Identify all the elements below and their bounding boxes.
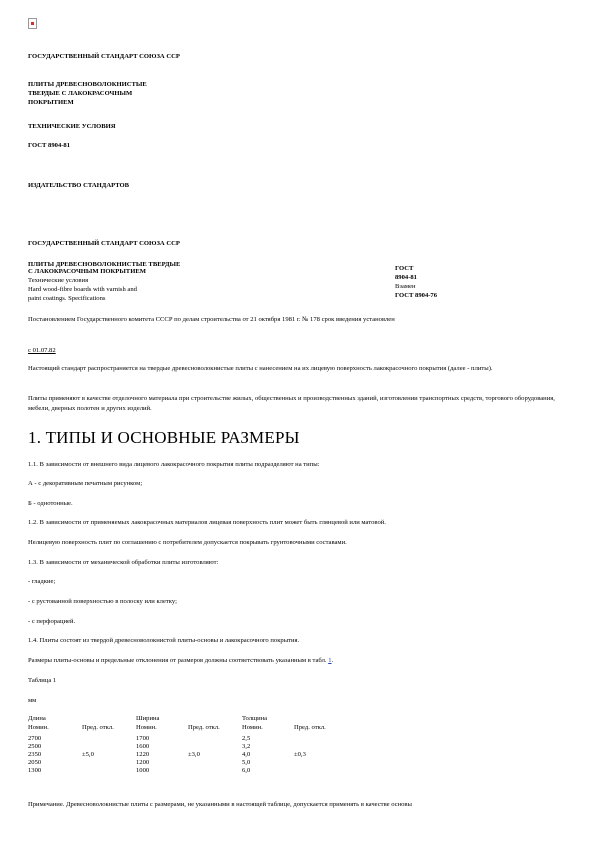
clause-1-2-b: Нелицевую поверхность плит по соглашению с потребителем допускается покрывать грунтовочными составами. xyxy=(28,539,347,546)
gost-number: 8904-81 xyxy=(395,274,417,281)
group-length: Длина xyxy=(28,715,46,722)
header-title-block xyxy=(28,260,278,303)
clause-1-2: 1.2. В зависимости от применяемых лакокрасочных материалов лицевая поверхность плит может быть глянцевой или матовой. xyxy=(28,519,386,526)
cover-publisher: ИЗДАТЕЛЬСТВО СТАНДАРТОВ xyxy=(28,182,130,189)
cell-thickness: 2,5 xyxy=(242,735,251,742)
subheader-tolerance: Пред. откл. xyxy=(294,724,326,731)
cover-org: ГОСУДАРСТВЕННЫЙ СТАНДАРТ СОЮЗА ССР xyxy=(28,53,180,60)
cell-thickness: 5,0 xyxy=(242,759,251,766)
machining-smooth: - гладкие; xyxy=(28,578,56,585)
clause-1-1: 1.1. В зависимости от внешнего вида лицевого лакокрасочного покрытия плиты подразделяют на типы: xyxy=(28,461,320,468)
clause-1-4-b-end: . xyxy=(331,657,334,664)
cover-subtitle: ТЕХНИЧЕСКИЕ УСЛОВИЯ xyxy=(28,123,116,130)
cell-length: 2500 xyxy=(28,743,42,750)
cell-thickness: 4,0 xyxy=(242,751,251,758)
header-title-line: ПЛИТЫ ДРЕВЕСНОВОЛОКНИСТЫЕ ТВЕРДЫЕ xyxy=(28,261,181,268)
machining-perforated: - с перфорацией. xyxy=(28,618,76,625)
cell-width: 1220 xyxy=(136,751,150,758)
cover-title-line: ПЛИТЫ ДРЕВЕСНОВОЛОКНИСТЫЕ xyxy=(28,81,147,88)
clause-1-4-b-text: Размеры плиты-основы и предельные отклонения от размеров должны соответствовать указанным в табл. xyxy=(28,657,329,664)
subheader-nominal: Номин. xyxy=(242,724,263,731)
broken-image-icon xyxy=(28,18,37,29)
table-row xyxy=(28,735,354,743)
table-units: мм xyxy=(28,697,37,704)
cell-thickness: 6,0 xyxy=(242,767,251,774)
subheader-tolerance: Пред. откл. xyxy=(82,724,114,731)
gost-block xyxy=(395,264,437,300)
type-a: А - с декоративным печатным рисунком; xyxy=(28,480,143,487)
cell-length: 2700 xyxy=(28,735,42,742)
sizes-table xyxy=(28,714,354,775)
table-row xyxy=(28,759,354,767)
header-title-line: С ЛАКОКРАСОЧНЫМ ПОКРЫТИЕМ xyxy=(28,268,146,275)
replace-label: Взамен xyxy=(395,283,416,290)
cell-length: 1300 xyxy=(28,767,42,774)
group-width: Ширина xyxy=(136,715,160,722)
cover-title-line: ТВЕРДЫЕ С ЛАКОКРАСОЧНЫМ xyxy=(28,90,133,97)
cover-code: ГОСТ 8904-81 xyxy=(28,142,71,149)
clause-1-4: 1.4. Плиты состоят из твердой древесноволокнистой плиты-основы и лакокрасочного покрытия. xyxy=(28,637,300,644)
cell-width: 1600 xyxy=(136,743,150,750)
cell-length: 2350 xyxy=(28,751,42,758)
cell-thickness-tolerance: ±0,3 xyxy=(294,751,306,758)
table-group-row xyxy=(28,714,354,723)
cell-width-tolerance: ±3,0 xyxy=(188,751,200,758)
clause-1-4-b xyxy=(28,656,563,665)
table-row xyxy=(28,743,354,751)
subheader-nominal: Номин. xyxy=(28,724,49,731)
subheader-tolerance: Пред. откл. xyxy=(188,724,220,731)
cell-width: 1700 xyxy=(136,735,150,742)
header-english-line: paint coatings. Specifications xyxy=(28,295,106,302)
intro-paragraph: Настоящий стандарт распространяется на твердые древесноволокнистые плиты с нанесением на их лицевую поверхность лакокрасочного покрытия (далее - плиты). xyxy=(28,365,493,372)
type-b: Б - однотонные. xyxy=(28,500,73,507)
cover-title-line: ПОКРЫТИЕМ xyxy=(28,99,74,106)
application-paragraph: Плиты применяют в качестве отделочного материала при строительстве жилых, общественных и производственных зданий, изготовлении транспортных средств, торгового оборудования, мебели, дверных полотен и других изделий. xyxy=(28,395,555,412)
header-english-line: Hard wood-fibre boards with varnish and xyxy=(28,286,137,293)
machining-rusted: - с рустованной поверхностью в полоску или клетку; xyxy=(28,598,177,605)
table-subheader-row xyxy=(28,723,354,735)
effective-date: с 01.07.82 xyxy=(28,347,56,354)
replace-code: ГОСТ 8904-76 xyxy=(395,292,438,299)
cell-width: 1200 xyxy=(136,759,150,766)
table-note: Примечание. Древесноволокнистые плиты с размерами, не указанными в настоящей таблице, допускается применять в качестве основы xyxy=(28,801,412,808)
table-caption: Таблица 1 xyxy=(28,677,57,684)
section-heading: 1. ТИПЫ И ОСНОВНЫЕ РАЗМЕРЫ xyxy=(28,428,300,447)
decree-text: Постановлением Государственного комитета СССР по делам строительства от 21 октября 1981 г. № 178 срок введения установлен xyxy=(28,316,395,323)
table-row xyxy=(28,751,354,759)
group-thickness: Толщина xyxy=(242,715,268,722)
table-1-link[interactable]: 1 xyxy=(328,657,332,664)
header-org: ГОСУДАРСТВЕННЫЙ СТАНДАРТ СОЮЗА ССР xyxy=(28,240,180,247)
cell-width: 1000 xyxy=(136,767,150,774)
cell-length-tolerance: ±5,0 xyxy=(82,751,94,758)
cell-thickness: 3,2 xyxy=(242,743,251,750)
table-row xyxy=(28,767,354,775)
gost-label: ГОСТ xyxy=(395,265,414,272)
clause-1-3: 1.3. В зависимости от механической обработки плиты изготовляют: xyxy=(28,559,219,566)
cover-title xyxy=(28,80,147,107)
subheader-nominal: Номин. xyxy=(136,724,157,731)
cell-length: 2050 xyxy=(28,759,42,766)
header-subtitle: Технические условия xyxy=(28,277,89,284)
